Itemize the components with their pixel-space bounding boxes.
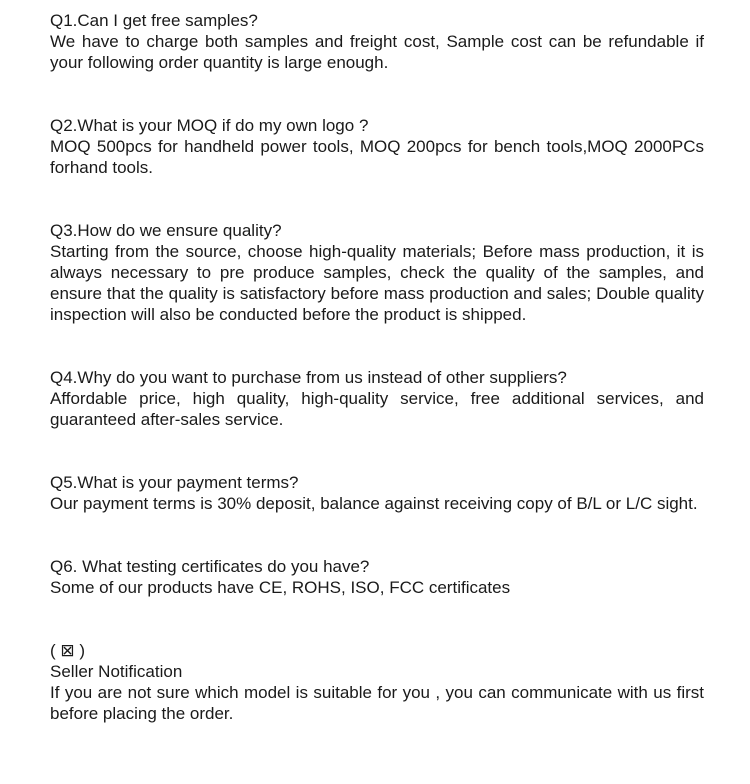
notice-body: If you are not sure which model is suitable for you , you can communicate with us first before placing the order.	[50, 683, 704, 723]
faq-item-1	[50, 10, 704, 73]
spacer	[50, 325, 704, 367]
faq-answer: Affordable price, high quality, high-quality service, free additional services, and guaranteed after-sales service.	[50, 389, 704, 429]
faq-item-5	[50, 472, 704, 514]
faq-answer: MOQ 500pcs for handheld power tools, MOQ 200pcs for bench tools,MOQ 2000PCs forhand tools.	[50, 137, 704, 177]
notice-marker: ( ⊠ )	[50, 641, 86, 660]
faq-answer: Our payment terms is 30% deposit, balance against receiving copy of B/L or L/C sight.	[50, 494, 698, 513]
spacer	[50, 430, 704, 472]
spacer	[50, 514, 704, 556]
faq-item-4	[50, 367, 704, 430]
faq-question: Q3.How do we ensure quality?	[50, 221, 282, 240]
faq-answer: We have to charge both samples and freight cost, Sample cost can be refundable if your following order quantity is large enough.	[50, 32, 704, 72]
faq-item-6	[50, 556, 704, 598]
spacer	[50, 598, 704, 640]
faq-document	[50, 10, 704, 724]
faq-question: Q2.What is your MOQ if do my own logo ?	[50, 116, 369, 135]
seller-notification	[50, 640, 704, 724]
notice-title: Seller Notification	[50, 662, 183, 681]
faq-question: Q6. What testing certificates do you have?	[50, 557, 370, 576]
faq-answer: Some of our products have CE, ROHS, ISO, FCC certificates	[50, 578, 511, 597]
faq-item-3	[50, 220, 704, 325]
spacer	[50, 73, 704, 115]
faq-answer: Starting from the source, choose high-quality materials; Before mass production, it is always necessary to pre produce samples, check the quality of the samples, and ensure that the quality is satisfactory before mass production and sales; Double quality inspection will also be conducted before the product is shipped.	[50, 242, 704, 324]
faq-item-2	[50, 115, 704, 178]
faq-question: Q1.Can I get free samples?	[50, 11, 258, 30]
faq-question: Q5.What is your payment terms?	[50, 473, 299, 492]
spacer	[50, 178, 704, 220]
faq-question: Q4.Why do you want to purchase from us instead of other suppliers?	[50, 368, 567, 387]
